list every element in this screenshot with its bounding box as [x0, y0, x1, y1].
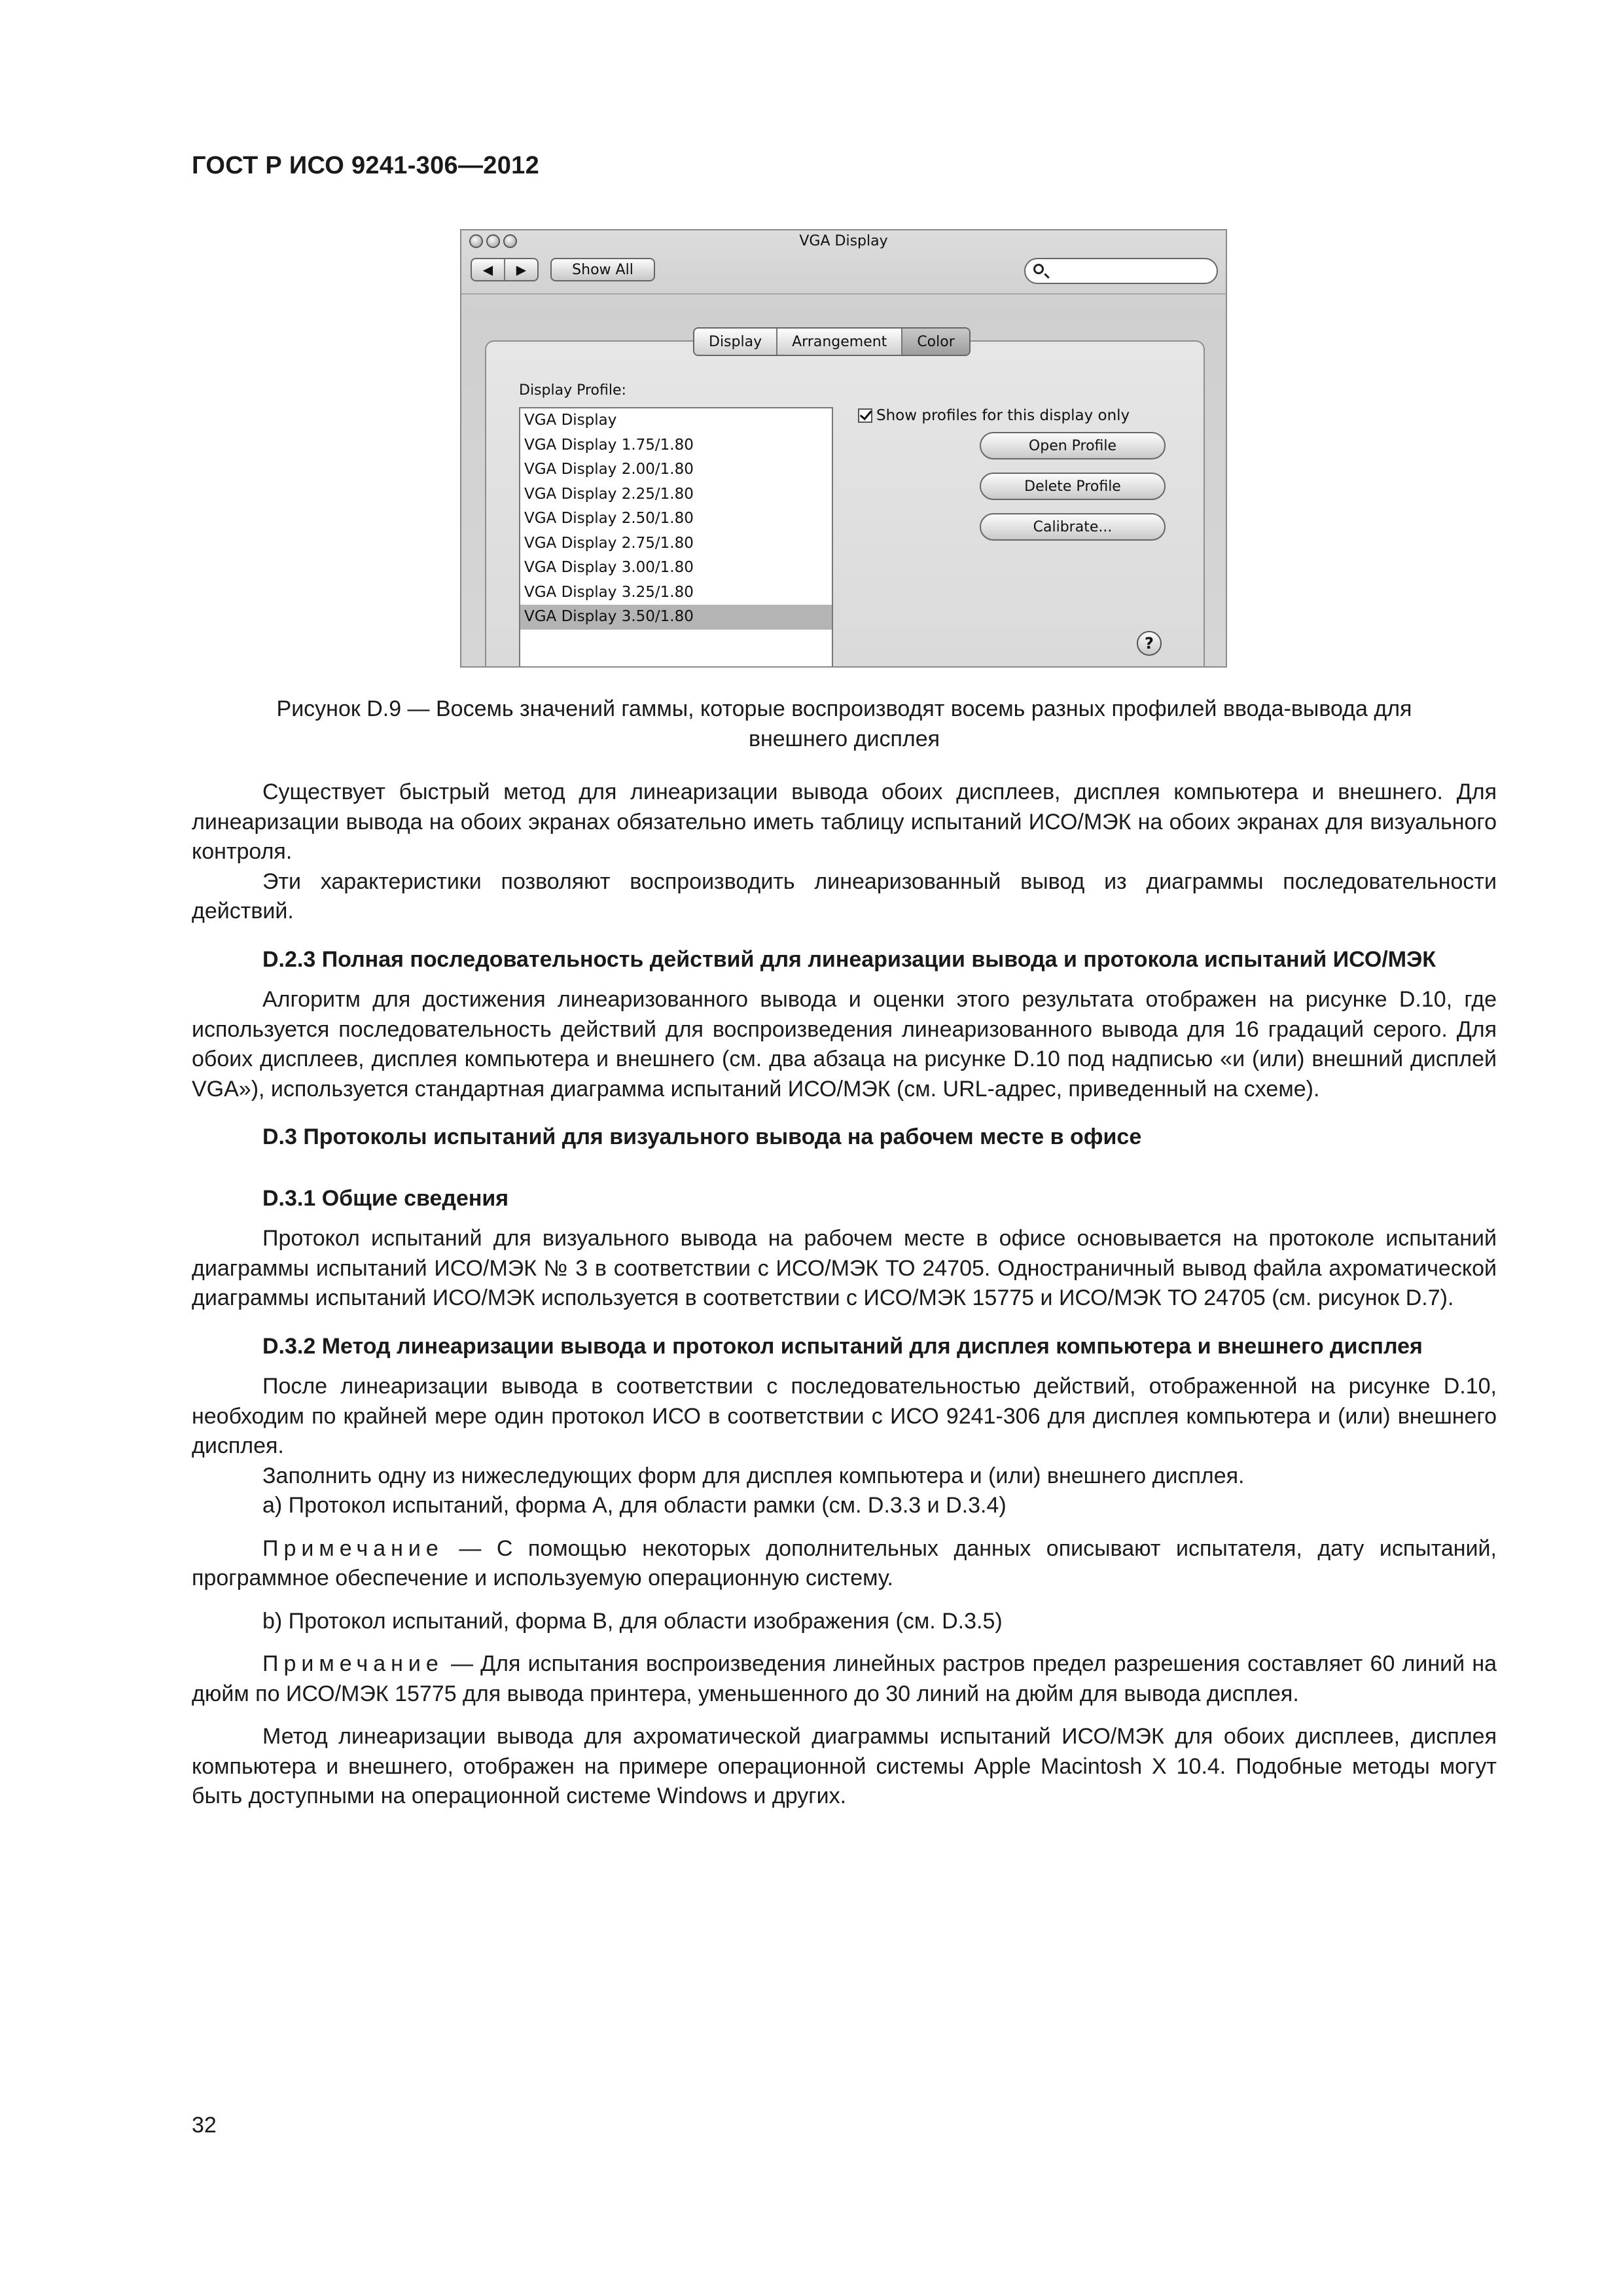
- tab-color[interactable]: Color: [902, 329, 969, 355]
- paragraph: Эти характеристики позволяют воспроизводить линеаризованный вывод из диаграммы последовательности действий.: [192, 869, 1497, 924]
- forward-arrow-icon[interactable]: ▶: [516, 262, 527, 278]
- caption-line-2: внешнего дисплея: [748, 726, 940, 751]
- back-forward-control[interactable]: [471, 258, 539, 281]
- document-header: ГОСТ Р ИСО 9241-306—2012: [192, 152, 540, 179]
- section-heading-d31: D.3.1 Общие сведения: [262, 1185, 509, 1211]
- section-heading-d32: D.3.2 Метод линеаризации вывода и протокол испытаний для дисплея компьютера и внешнего дисплея: [262, 1333, 1423, 1359]
- paragraph: После линеаризации вывода в соответствии с последовательностью действий, отображенной на рисунке D.10, необходим по крайней мере один протокол ИСО в соответствии с ИСО 9241-306 для дисплея компьютера и (или) внешнего дисплея.: [192, 1374, 1497, 1458]
- show-profiles-checkbox[interactable]: [858, 407, 1130, 424]
- profile-list-item[interactable]: VGA Display 2.50/1.80: [524, 510, 694, 527]
- paragraph: Метод линеаризации вывода для ахроматической диаграммы испытаний ИСО/МЭК для обоих дисплеев, дисплея компьютера и внешнего, отображен на примере операционной системы Apple Macintosh X 10.4. Подобные методы могут быть доступными на операционной системе Windows и других.: [192, 1724, 1497, 1808]
- list-item-a: a) Протокол испытаний, форма А, для области рамки (см. D.3.3 и D.3.4): [262, 1493, 1007, 1518]
- note-label: Примечание: [262, 1651, 444, 1676]
- show-all-button[interactable]: Show All: [550, 258, 655, 281]
- paragraph: Заполнить одну из нижеследующих форм для дисплея компьютера и (или) внешнего дисплея.: [262, 1463, 1245, 1488]
- show-profiles-label: Show profiles for this display only: [876, 407, 1130, 424]
- document-body: [192, 778, 1497, 1812]
- note-label: Примечание: [262, 1535, 444, 1561]
- open-profile-button[interactable]: Open Profile: [980, 432, 1166, 459]
- note-text: — Для испытания воспроизведения линейных растров предел разрешения составляет 60 линий на дюйм по ИСО/МЭК 15775 для вывода принтера, уменьшенного до 30 линий на дюйм для вывода дисплея.: [192, 1651, 1497, 1706]
- search-field[interactable]: [1024, 258, 1218, 284]
- profile-list-item[interactable]: VGA Display 2.25/1.80: [524, 485, 694, 503]
- profile-list[interactable]: [519, 407, 833, 668]
- note-paragraph: [192, 1534, 1497, 1594]
- profile-list-item[interactable]: VGA Display 3.25/1.80: [524, 583, 694, 601]
- profile-list-item[interactable]: VGA Display 3.00/1.80: [524, 559, 694, 576]
- caption-line-1: Рисунок D.9 — Восемь значений гаммы, которые воспроизводят восемь разных профилей ввода-вывода для: [276, 696, 1412, 721]
- window-title: VGA Display: [799, 233, 888, 249]
- profile-list-item[interactable]: VGA Display 2.75/1.80: [524, 534, 694, 552]
- paragraph: Существует быстрый метод для линеаризации вывода обоих дисплеев, дисплея компьютера и внешнего. Для линеаризации вывода на обоих экранах обязательно иметь таблицу испытаний ИСО/МЭК на обоих экранах для визуального контроля.: [192, 780, 1497, 864]
- screenshot-figure: [460, 229, 1227, 668]
- checkmark-icon[interactable]: [858, 408, 872, 423]
- toolbar-divider: [461, 293, 1226, 295]
- paragraph: Протокол испытаний для визуального вывода на рабочем месте в офисе основывается на протоколе испытаний диаграммы испытаний ИСО/МЭК № 3 в соответствии с ИСО/МЭК ТО 24705. Одностраничный вывод файла ахроматической диаграммы испытаний ИСО/МЭК используется в соответствии с ИСО/МЭК 15775 и ИСО/МЭК ТО 24705 (см. рисунок D.7).: [192, 1226, 1497, 1310]
- page-number: 32: [192, 2113, 217, 2138]
- profile-list-item[interactable]: VGA Display 2.00/1.80: [524, 461, 694, 478]
- delete-profile-button[interactable]: Delete Profile: [980, 473, 1166, 500]
- help-icon[interactable]: ?: [1137, 631, 1162, 656]
- profile-list-item-selected[interactable]: VGA Display 3.50/1.80: [520, 605, 832, 630]
- figure-caption: [192, 694, 1497, 754]
- note-text: — С помощью некоторых дополнительных данных описывают испытателя, дату испытаний, программное обеспечение и используемую операционную систему.: [192, 1535, 1497, 1590]
- tab-arrangement[interactable]: Arrangement: [777, 329, 902, 355]
- tab-bar: [693, 327, 971, 356]
- section-heading-d3: D.3 Протоколы испытаний для визуального вывода на рабочем месте в офисе: [262, 1124, 1142, 1149]
- display-profile-label: Display Profile:: [519, 382, 626, 399]
- section-heading-d23: D.2.3 Полная последовательность действий для линеаризации вывода и протокола испытаний ИСО/МЭК: [262, 946, 1436, 972]
- search-icon: [1033, 264, 1044, 274]
- list-item-b: b) Протокол испытаний, форма В, для области изображения (см. D.3.5): [262, 1608, 1003, 1634]
- window-titlebar: [461, 230, 1226, 250]
- tab-display[interactable]: Display: [694, 329, 777, 355]
- profile-list-item[interactable]: VGA Display: [524, 412, 617, 429]
- back-arrow-icon[interactable]: ◀: [472, 259, 505, 280]
- calibrate-button[interactable]: Calibrate...: [980, 513, 1166, 541]
- note-paragraph: [192, 1649, 1497, 1709]
- paragraph: Алгоритм для достижения линеаризованного вывода и оценки этого результата отображен на рисунке D.10, где используется последовательность действий для воспроизведения линеаризованного вывода для 16 градаций серого. Для обоих дисплеев, дисплея компьютера и внешнего (см. два абзаца на рисунке D.10 под надписью «и (или) внешний дисплей VGA»), используется стандартная диаграмма испытаний ИСО/МЭК (см. URL-адрес, приведенный на схеме).: [192, 987, 1497, 1102]
- profile-list-item[interactable]: VGA Display 1.75/1.80: [524, 436, 694, 454]
